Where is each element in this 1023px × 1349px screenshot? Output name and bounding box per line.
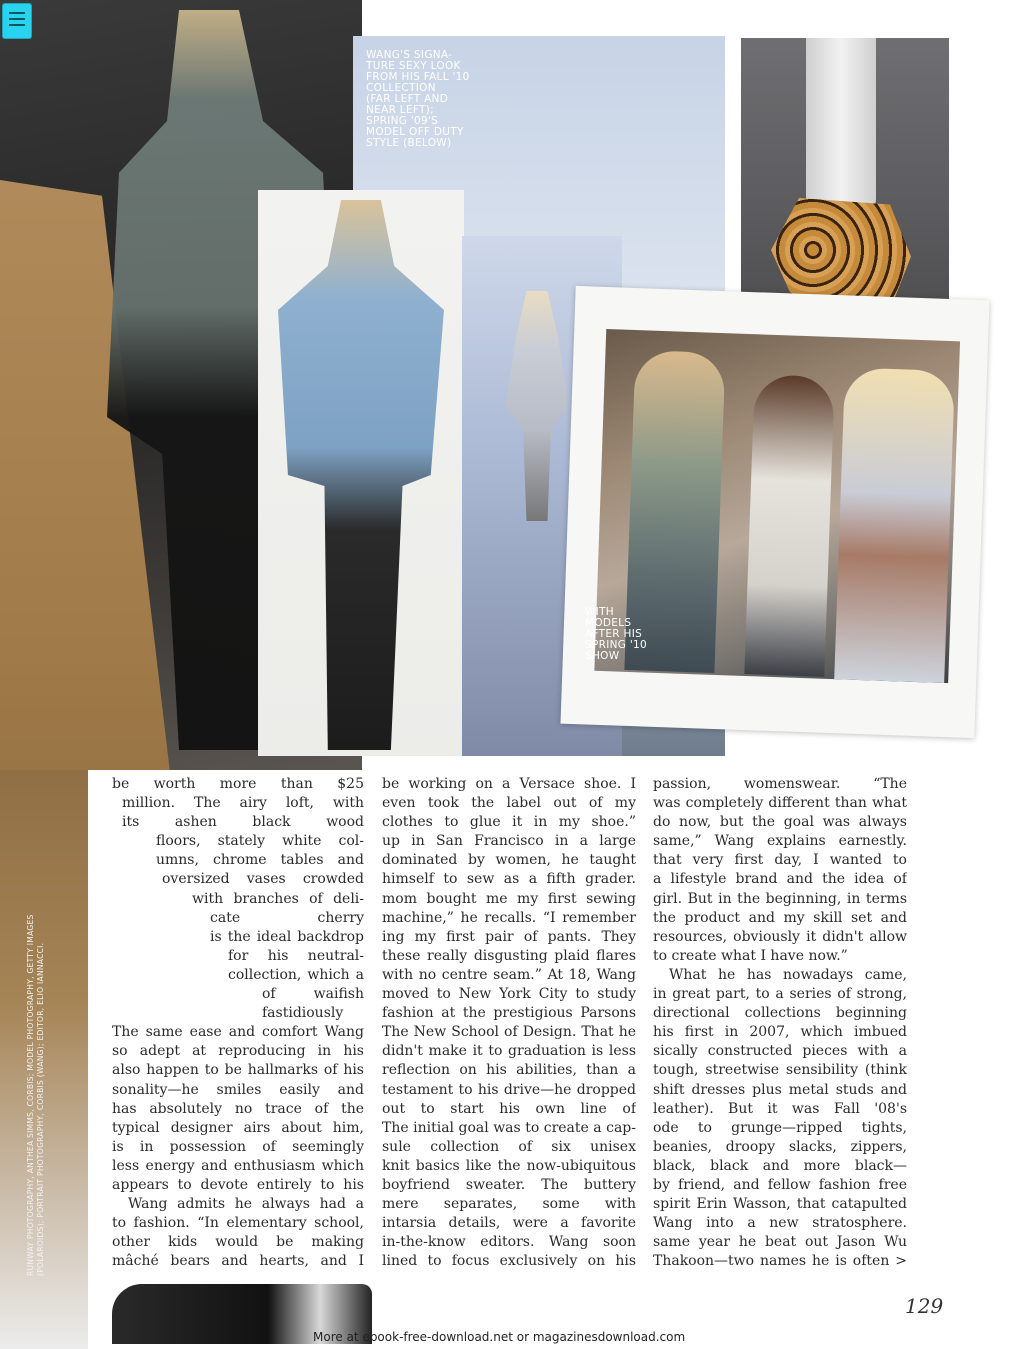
- text-line: mâché bears and hearts, and I: [112, 1253, 364, 1270]
- text-line: its ashen black wood: [122, 814, 364, 831]
- text-line: for his neutral-: [228, 947, 364, 964]
- text-line: in great part, to a series of strong,: [653, 986, 907, 1003]
- text-line: is the ideal backdrop: [210, 928, 364, 945]
- text-line: with no centre seam.” At 18, Wang: [382, 966, 636, 983]
- text-line: Wang admits he always had a: [128, 1196, 364, 1213]
- photo-credit: RUNWAY PHOTOGRAPHY, ANTHEA SIMMS, CORBIS; MODEL PHOTOGRAPHY, GETTY IMAGES (POLAROIDS); PORTRAIT PHOTOGRAPHY, CORBIS (WANG); EDITOR, ELIO IANNACCI.: [26, 914, 45, 1276]
- caption-top: WANG'S SIGNA- TURE SEXY LOOK FROM HIS FALL '10 COLLECTION (FAR LEFT AND NEAR LEFT); SPRING '09'S MODEL OFF DUTY STYLE (BELOW): [366, 49, 470, 149]
- text-line: umns, chrome tables and: [156, 852, 364, 869]
- text-line: be working on a Versace shoe. I: [382, 776, 636, 792]
- text-line: lined to focus exclusively on his: [382, 1253, 636, 1270]
- text-line: do now, but the goal was always: [653, 814, 907, 831]
- text-line: ing my first pair of pants. They: [382, 928, 636, 945]
- text-line: dominated by women, he taught: [382, 852, 636, 869]
- text-line: these really disgusting plaid flares: [382, 947, 636, 964]
- text-line: didn't make it to graduation is less: [382, 1043, 636, 1060]
- shoe-detail-photo: [741, 38, 949, 334]
- text-line: that very first day, I wanted to: [653, 852, 907, 869]
- text-line: himself to sew as a fifth grader.: [382, 871, 636, 888]
- text-line: typical designer airs about him,: [112, 1119, 364, 1136]
- text-line: cate cherry: [210, 909, 364, 926]
- text-line: other kids would be making: [112, 1234, 364, 1251]
- text-line: Wang into a new stratosphere.: [653, 1215, 907, 1232]
- text-line: clothes to glue it in my shoe.”: [382, 814, 636, 831]
- text-line: black, black and more black—: [653, 1157, 907, 1174]
- download-footer: More at ebook-free-download.net or magazinesdownload.com: [313, 1330, 686, 1344]
- article-column-2: [382, 775, 636, 1271]
- text-line: with branches of deli-: [192, 890, 364, 907]
- text-line: to create what I have now.”: [653, 947, 848, 964]
- text-line: beanies, droopy slacks, zippers,: [653, 1138, 907, 1155]
- text-line: resources, obviously it didn't allow: [653, 928, 907, 945]
- text-line: mere separates, some with: [382, 1196, 636, 1213]
- text-line: appears to devote entirely to his: [112, 1176, 364, 1193]
- text-line: tough, streetwise sensibility (think: [653, 1062, 907, 1079]
- text-line: less energy and enthusiasm which: [112, 1157, 364, 1174]
- text-line: The New School of Design. That he: [382, 1024, 636, 1041]
- text-line: sonality—he smiles easily and: [112, 1081, 364, 1098]
- text-line: a lifestyle brand and the idea of: [653, 871, 907, 888]
- text-line: out to start his own line of: [382, 1100, 636, 1117]
- text-line: floors, stately white col-: [156, 833, 364, 850]
- text-line: spirit Erin Wasson, that catapulted: [653, 1196, 907, 1213]
- text-line: million. The airy loft, with: [122, 795, 364, 812]
- menu-icon[interactable]: [3, 4, 31, 38]
- text-line: leather). But it was Fall '08's: [653, 1100, 907, 1117]
- caption-polaroid: WITH MODELS AFTER HIS SPRING '10 SHOW: [585, 606, 647, 662]
- text-line: directional collections beginning: [653, 1005, 907, 1022]
- text-line: collection, which a: [228, 966, 364, 983]
- text-line: Thakoon—two names he is often >: [653, 1253, 907, 1270]
- text-line: of waifish: [262, 986, 364, 1003]
- text-line: reflection on his abilities, than a: [382, 1062, 636, 1079]
- text-line: sically constructed pieces with a: [653, 1043, 907, 1060]
- text-line: shift dresses plus metal studs and: [653, 1081, 907, 1098]
- text-line: same,” Wang explains earnestly.: [653, 833, 907, 850]
- text-line: passion, womenswear. “The: [653, 776, 907, 792]
- article-column-1: [112, 775, 364, 1271]
- polaroid-photo: [560, 286, 989, 738]
- text-line: is in possession of seemingly: [112, 1138, 364, 1155]
- text-line: also happen to be hallmarks of his: [112, 1062, 364, 1079]
- text-line: fastidiously: [262, 1005, 344, 1022]
- text-line: was completely different than what: [653, 795, 907, 812]
- text-line: intarsia details, were a favorite: [382, 1215, 636, 1232]
- text-line: by friend, and fellow fashion free: [653, 1176, 907, 1193]
- text-line: fashion at the prestigious Parsons: [382, 1005, 636, 1022]
- text-line: What he has nowadays came,: [669, 966, 907, 983]
- article-column-3: [653, 775, 907, 1271]
- text-line: testament to his drive—he dropped: [382, 1081, 636, 1098]
- text-line: same year he beat out Jason Wu: [653, 1234, 907, 1251]
- text-line: machine,” he recalls. “I remember: [382, 909, 636, 926]
- text-line: The initial goal was to create a cap-: [382, 1119, 636, 1136]
- text-line: knit basics like the now-ubiquitous: [382, 1157, 636, 1174]
- text-line: has absolutely no trace of the: [112, 1100, 364, 1117]
- runway-photo-denim-look: [258, 190, 464, 756]
- text-line: sule collection of six unisex: [382, 1138, 636, 1155]
- page-number: 129: [905, 1294, 944, 1318]
- text-line: oversized vases crowded: [162, 871, 364, 888]
- text-line: be worth more than $25: [112, 776, 364, 792]
- text-line: even took the label out of my: [382, 795, 636, 812]
- text-line: mom bought me my first sewing: [382, 890, 636, 907]
- text-line: the product and my skill set and: [653, 909, 907, 926]
- text-line: to fashion. “In elementary school,: [112, 1215, 364, 1232]
- text-line: so adept at reproducing in his: [112, 1043, 364, 1060]
- text-line: up in San Francisco in a large: [382, 833, 636, 850]
- text-line: boyfriend sweater. The buttery: [382, 1176, 636, 1193]
- text-line: his first in 2007, which imbued: [653, 1024, 907, 1041]
- text-line: girl. But in the beginning, in terms: [653, 890, 907, 907]
- text-line: ode to grunge—ripped tights,: [653, 1119, 907, 1136]
- text-line: moved to New York City to study: [382, 986, 636, 1003]
- text-line: in-the-know editors. Wang soon: [382, 1234, 636, 1251]
- text-line: The same ease and comfort Wang: [112, 1024, 364, 1041]
